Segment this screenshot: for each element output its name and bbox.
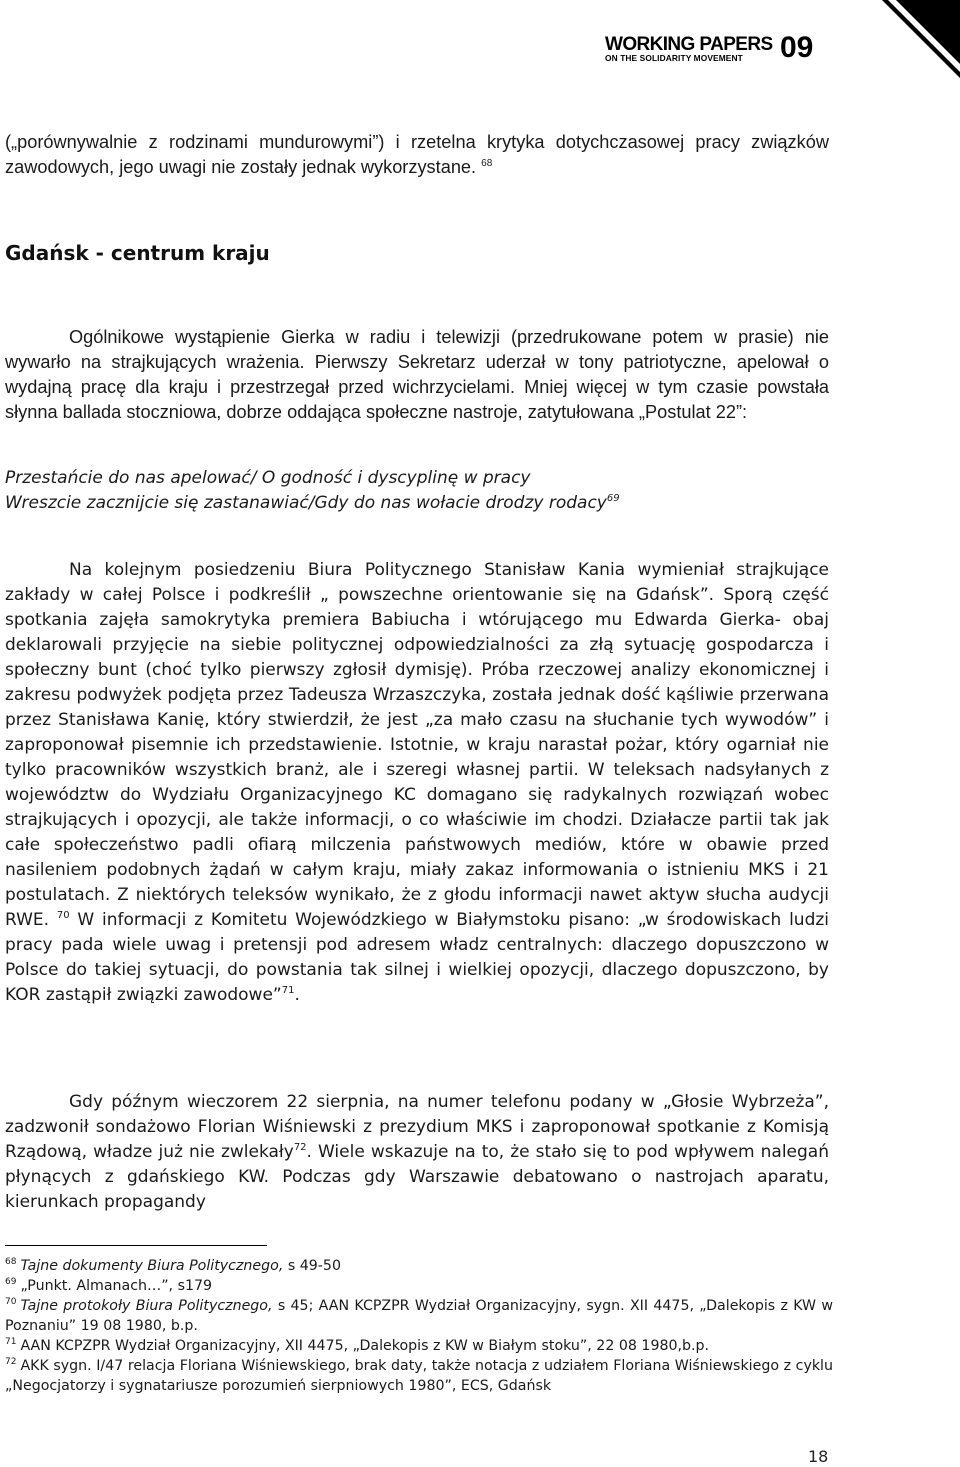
footnote-ref-71[interactable]: 71 [281, 985, 295, 996]
brand-line-2: ON THE SOLIDARITY MOVEMENT [605, 53, 743, 63]
footnote-71 [5, 1336, 833, 1356]
verse-line-2: Wreszcie zacznijcie się zastanawiać/Gdy do nas wołacie drodzy rodacy [5, 493, 607, 513]
footnote-ref-72[interactable]: 72 [293, 1142, 307, 1153]
footnote-number: 69 [5, 1277, 17, 1287]
footnote-70 [5, 1296, 833, 1336]
intro-paragraph [5, 130, 829, 180]
brand-line-1: WORKING PAPERS [605, 34, 773, 55]
paragraph-1: Ogólnikowe wystąpienie Gierka w radiu i telewizji (przedrukowane potem w prasie) nie wywarło na strajkujących wrażenia. Pierwszy Sekretarz uderzał w tony patriotyczne, apelował o wydajną pracę dla kraju i przestrzegał przed wichrzycielami. Mniej więcej w tym czasie powstała słynna ballada stoczniowa, dobrze oddająca społeczne nastroje, zatytułowana „Postulat 22”: [5, 327, 829, 422]
intro-text: („porównywalnie z rodzinami mundurowymi”) i rzetelna krytyka dotychczasowej pracy związków zawodowych, jego uwagi nie zostały jednak wykorzystane. [5, 132, 829, 177]
footnote-text: „Punkt. Almanach…”, s179 [20, 1278, 213, 1294]
footnote-69 [5, 1276, 833, 1296]
footnote-title: Tajne dokumenty Biura Politycznego, [20, 1258, 284, 1274]
section-heading: Gdańsk - centrum kraju [5, 241, 270, 265]
footnote-number: 68 [5, 1257, 17, 1267]
paragraph-3-text-1: Gdy późnym wieczorem 22 sierpnia, na numer telefonu podany w „Głosie Wybrzeża”, zadzwonił sondażowo Florian Wiśniewski z prezydium MKS i zaproponował spotkanie z Komisją Rządową, władze już nie zwlekały [5, 1092, 829, 1162]
footnotes [5, 1256, 833, 1396]
footnote-text: AAN KCPZPR Wydział Organizacyjny, XII 4475, „Dalekopis z KW w Białym stoku”, 22 08 1980,b.p. [20, 1338, 710, 1354]
footnote-72 [5, 1356, 833, 1396]
footnote-number: 72 [5, 1357, 17, 1367]
corner-triangle-icon [882, 0, 960, 78]
footnote-text: s 49-50 [283, 1258, 341, 1274]
paragraph-3 [5, 1090, 829, 1215]
paragraph-2-text-2: W informacji z Komitetu Wojewódzkiego w Białymstoku pisano: „w środowiskach ludzi pracy pada wiele uwag i pretensji pod adresem władz centralnych: dlaczego dopuszczono w Polsce do takiej sytuacji, do powstania tak silnej i wielkiej opozycji, dlaczego dopuszczono, by KOR zastąpił związki zawodowe” [5, 910, 830, 1005]
footnote-text: s 45; AAN KCPZPR Wydział Organizacyjny, sygn. XII 4475, „Dalekopis z KW w Poznaniu” 19 08 1980, b.p. [5, 1298, 833, 1334]
footnote-ref-70[interactable]: 70 [56, 910, 70, 921]
paragraph-2-text-3: . [294, 985, 300, 1005]
brand-logo [605, 34, 773, 63]
footnote-number: 71 [5, 1337, 17, 1347]
ballad-verse [5, 466, 835, 516]
footnote-text: AKK sygn. I/47 relacja Floriana Wiśniewskiego, brak daty, także notacja z udziałem Floriana Wiśniewskiego z cyklu „Negocjatorzy i sygnatariusze porozumień sierpniowych 1980”, ECS, Gdańsk [5, 1358, 833, 1394]
footnote-separator [5, 1245, 267, 1246]
issue-number: 09 [780, 31, 814, 64]
verse-line-2-wrap [5, 491, 835, 516]
page-number: 18 [808, 1447, 829, 1466]
paragraph-2 [5, 558, 829, 1008]
footnote-68 [5, 1256, 833, 1276]
verse-line-1: Przestańcie do nas apelować/ O godność i dyscyplinę w pracy [5, 468, 531, 488]
footnote-title: Tajne protokoły Biura Politycznego, [20, 1298, 273, 1314]
paragraph-2-text-1: Na kolejnym posiedzeniu Biura Politycznego Stanisław Kania wymieniał strajkujące zakłady w całej Polsce i podkreślił „ powszechne orientowanie się na Gdańsk”. Sporą część spotkania zajęła samokrytyka premiera Babiucha i wtórującego mu Edwarda Gierka- obaj deklarowali przyjęcie na siebie politycznej odpowiedzialności za złą sytuację gospodarcza i społeczny bunt (choć tylko pierwszy zgłosił dymisję). Próba rzeczowej analizy ekonomicznej i zakresu podwyżek podjęta przez Tadeusza Wrzaszczyka, została jednak dość kąśliwie przerwana przez Stanisława Kanię, który stwierdził, że jest „za mało czasu na słuchanie tych wywodów” i zaproponował pisemnie ich przedstawienie. Istotnie, w kraju narastał pożar, który ogarniał nie tylko pracowników wszystkich branż, ale i szeregi własnej partii. W teleksach nadsyłanych z województw do Wydziału Organizacyjnego KC domagano się radykalnych rozwiązań wobec strajkujących i opozycji, ale także informacji, o co właściwie im chodzi. Działacze partii tak jak całe społeczeństwo padli ofiarą milczenia państwowych mediów, które w obawie przed nasileniem podobnych żądań w całym kraju, miały zakaz informowania o istnieniu MKS i 21 postulatach. Z niektórych teleksów wynikało, że z głodu informacji nawet aktyw słucha audycji RWE. [5, 560, 829, 930]
footnote-number: 70 [5, 1297, 17, 1307]
paragraph-3-text-2: . Wiele wskazuje na to, że stało się to pod wpływem nalegań płynących z gdańskiego KW. Podczas gdy Warszawie debatowano o nastrojach aparatu, kierunkach propagandy [5, 1142, 829, 1212]
footnote-ref-69[interactable]: 69 [606, 493, 620, 504]
footnote-ref-68[interactable]: 68 [481, 158, 493, 169]
